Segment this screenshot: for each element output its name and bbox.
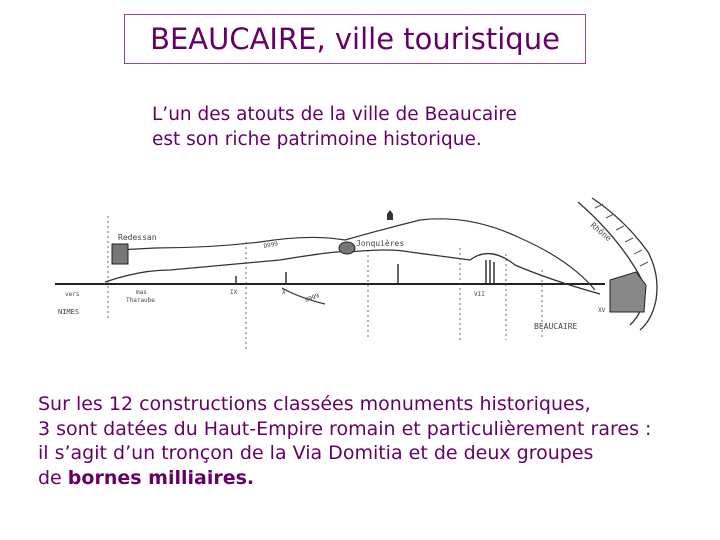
label-vii: VII — [474, 291, 485, 298]
via-domitia-map — [50, 190, 660, 350]
d999-road — [118, 219, 595, 290]
label-rhone: Rhône — [588, 220, 613, 244]
title-box — [124, 14, 586, 64]
body-line-3: il s’agit d’un tronçon de la Via Domitia et de deux groupes — [38, 442, 594, 464]
body-line-2: 3 sont datées du Haut-Empire romain et particulièrement rares : — [38, 417, 652, 440]
label-d999-b: D999 — [304, 292, 321, 304]
intro-line-1: L’un des atouts de la ville de Beaucaire — [152, 104, 517, 125]
label-tharaube: Tharaube — [126, 297, 155, 304]
label-nimes: NIMES — [58, 308, 80, 316]
intro-line-2: est son riche patrimoine historique. — [152, 129, 482, 150]
label-xv: XV — [598, 307, 606, 314]
church-icon — [387, 210, 393, 220]
label-jonquieres: Jonquières — [356, 239, 405, 248]
label-mas: mas — [136, 289, 147, 296]
beaucaire-town — [610, 272, 646, 312]
slide-title: BEAUCAIRE, ville touristique — [150, 22, 560, 56]
label-vers: vers — [65, 291, 80, 298]
intro-text — [152, 102, 612, 152]
redessan-town — [112, 244, 128, 264]
jonquieres-town — [339, 242, 355, 254]
body-line-4 — [38, 466, 714, 491]
label-x: X — [282, 289, 286, 296]
modern-road — [105, 250, 600, 294]
label-d999: D999 — [263, 240, 279, 250]
bornes-milliaires-highlight: bornes milliaires. — [67, 466, 255, 489]
label-beaucaire: BEAUCAIRE — [534, 322, 578, 331]
body-line-1: Sur les 12 constructions classées monuments historiques, — [38, 393, 591, 415]
body-line-4-prefix: de — [38, 466, 68, 489]
milestone-markers — [236, 260, 494, 284]
label-redessan: Redessan — [118, 233, 157, 242]
label-ix: IX — [230, 289, 238, 296]
body-text — [38, 392, 714, 490]
